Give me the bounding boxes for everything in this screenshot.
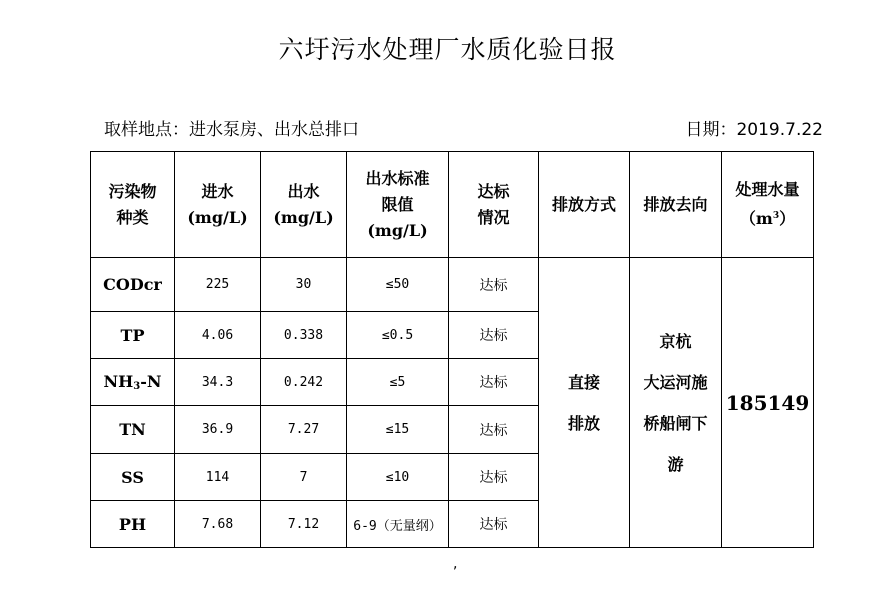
header-row	[91, 152, 814, 258]
discharge-direction-line1: 京杭	[659, 331, 692, 351]
inflow-cell: 225	[175, 258, 261, 312]
pollutant-main: NH	[103, 372, 134, 391]
header-volume	[722, 152, 814, 258]
status-cell: 达标	[449, 406, 539, 454]
outflow-cell: 0.242	[261, 359, 347, 406]
discharge-direction-line4: 游	[667, 454, 684, 474]
pollutant-cell: TN	[91, 406, 175, 454]
header-outflow	[261, 152, 347, 258]
footnote-mark: ,	[453, 556, 458, 572]
pollutant-subscript: 3	[133, 381, 141, 392]
discharge-method-line1: 直接	[567, 372, 600, 392]
header-inflow-line1: 进水	[201, 181, 234, 201]
status-cell: 达标	[449, 359, 539, 406]
pollutant-cell: CODcr	[91, 258, 175, 312]
pollutant-cell: SS	[91, 454, 175, 501]
inflow-cell: 34.3	[175, 359, 261, 406]
limit-cell: ≤50	[347, 258, 449, 312]
inflow-cell: 114	[175, 454, 261, 501]
header-pollutant-line1: 污染物	[108, 181, 157, 201]
unit-open: （m	[739, 209, 773, 228]
status-cell: 达标	[449, 501, 539, 548]
header-limit	[347, 152, 449, 258]
discharge-direction-line2: 大运河施	[643, 372, 708, 392]
outflow-cell: 7.12	[261, 501, 347, 548]
header-inflow	[175, 152, 261, 258]
status-cell: 达标	[449, 312, 539, 359]
discharge-direction-line3: 桥船闸下	[643, 413, 708, 433]
pollutant-cell: PH	[91, 501, 175, 548]
limit-cell: ≤0.5	[347, 312, 449, 359]
limit-cell: ≤10	[347, 454, 449, 501]
limit-cell: ≤5	[347, 359, 449, 406]
header-volume-line1: 处理水量	[735, 180, 800, 199]
header-discharge-direction: 排放去向	[630, 152, 722, 258]
outflow-cell: 7	[261, 454, 347, 501]
discharge-method-cell	[539, 258, 630, 548]
report-date: 日期：2019.7.22	[685, 120, 823, 140]
status-cell: 达标	[449, 258, 539, 312]
limit-cell: ≤15	[347, 406, 449, 454]
header-status	[449, 152, 539, 258]
inflow-cell: 7.68	[175, 501, 261, 548]
page-title: 六圩污水处理厂水质化验日报	[278, 35, 617, 64]
volume-cell: 185149	[722, 258, 814, 548]
status-cell: 达标	[449, 454, 539, 501]
limit-cell: 6-9（无量纲）	[347, 501, 449, 548]
header-outflow-line2: (mg/L)	[273, 207, 334, 227]
header-volume-unit	[722, 203, 813, 232]
pollutant-cell: TP	[91, 312, 175, 359]
outflow-cell: 0.338	[261, 312, 347, 359]
header-discharge-method: 排放方式	[539, 152, 630, 258]
sampling-location: 取样地点：进水泵房、出水总排口	[104, 120, 359, 140]
header-inflow-line2: (mg/L)	[187, 207, 248, 227]
discharge-direction-cell	[630, 258, 722, 548]
header-pollutant	[91, 152, 175, 258]
table-row	[91, 258, 814, 312]
discharge-method-line2: 排放	[567, 413, 600, 433]
water-quality-table	[90, 151, 814, 548]
pollutant-cell	[91, 359, 175, 406]
header-outflow-line1: 出水	[287, 181, 320, 201]
header-limit-line2: 限值	[381, 194, 414, 214]
outflow-cell: 30	[261, 258, 347, 312]
header-pollutant-line2: 种类	[116, 207, 149, 227]
header-status-line2: 情况	[477, 207, 510, 227]
header-limit-line3: (mg/L)	[367, 220, 428, 240]
unit-close: ）	[779, 209, 796, 228]
outflow-cell: 7.27	[261, 406, 347, 454]
inflow-cell: 4.06	[175, 312, 261, 359]
header-status-line1: 达标	[477, 181, 510, 201]
inflow-cell: 36.9	[175, 406, 261, 454]
pollutant-tail: -N	[140, 372, 162, 391]
unit-superscript: 3	[772, 211, 780, 221]
header-limit-line1: 出水标准	[365, 168, 430, 188]
